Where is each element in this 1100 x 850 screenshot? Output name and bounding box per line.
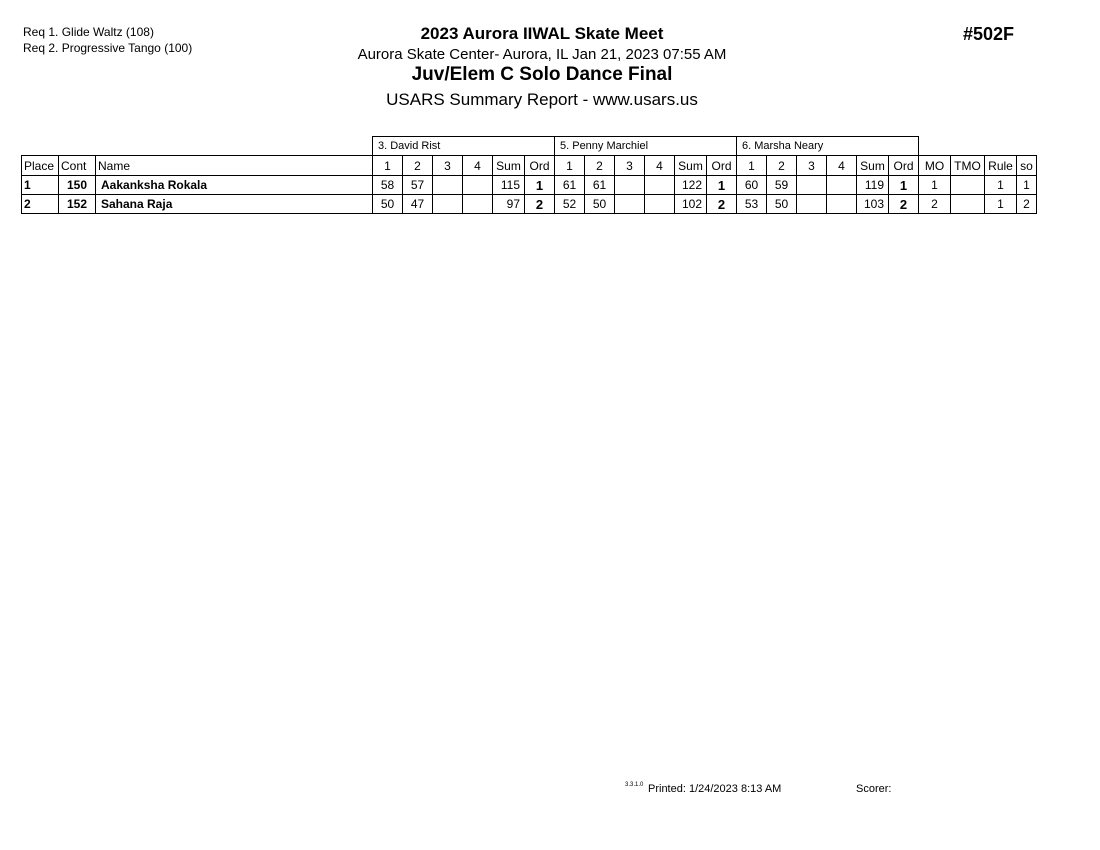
col-j3-4: 4 — [827, 156, 857, 176]
col-j3-3: 3 — [797, 156, 827, 176]
score-cell — [463, 195, 493, 214]
col-rule: Rule — [985, 156, 1017, 176]
col-j2-ord: Ord — [707, 156, 737, 176]
col-j3-2: 2 — [767, 156, 797, 176]
score-cell — [827, 195, 857, 214]
col-j2-sum: Sum — [675, 156, 707, 176]
col-j2-2: 2 — [585, 156, 615, 176]
score-cell: 60 — [737, 176, 767, 195]
skater-name: Sahana Raja — [96, 195, 373, 214]
scorer-label: Scorer: — [856, 783, 892, 795]
table-row — [22, 195, 1037, 214]
score-cell: 47 — [403, 195, 433, 214]
score-cell — [645, 195, 675, 214]
sum-cell: 122 — [675, 176, 707, 195]
score-cell — [463, 176, 493, 195]
score-cell — [797, 195, 827, 214]
place-cell: 2 — [22, 195, 59, 214]
score-cell — [615, 176, 645, 195]
printed-timestamp: Printed: 1/24/2023 8:13 AM — [648, 783, 782, 795]
score-cell: 50 — [767, 195, 797, 214]
col-j2-4: 4 — [645, 156, 675, 176]
so-cell: 2 — [1017, 195, 1037, 214]
col-j1-2: 2 — [403, 156, 433, 176]
score-cell: 61 — [555, 176, 585, 195]
place-cell: 1 — [22, 176, 59, 195]
col-j1-ord: Ord — [525, 156, 555, 176]
results-table — [21, 136, 1037, 214]
col-j3-1: 1 — [737, 156, 767, 176]
score-cell — [645, 176, 675, 195]
ord-cell: 1 — [889, 176, 919, 195]
mo-cell: 2 — [919, 195, 951, 214]
score-cell: 50 — [373, 195, 403, 214]
col-name: Name — [96, 156, 373, 176]
col-j3-ord: Ord — [889, 156, 919, 176]
judge-header-2: 5. Penny Marchiel — [555, 137, 737, 156]
sum-cell: 103 — [857, 195, 889, 214]
score-cell: 61 — [585, 176, 615, 195]
col-tmo: TMO — [951, 156, 985, 176]
rule-cell: 1 — [985, 176, 1017, 195]
tmo-cell — [951, 176, 985, 195]
ord-cell: 2 — [525, 195, 555, 214]
ord-cell: 1 — [525, 176, 555, 195]
score-cell — [433, 176, 463, 195]
col-j2-3: 3 — [615, 156, 645, 176]
col-j1-4: 4 — [463, 156, 493, 176]
col-j1-3: 3 — [433, 156, 463, 176]
meet-title: 2023 Aurora IIWAL Skate Meet — [420, 24, 664, 43]
col-cont: Cont — [59, 156, 96, 176]
ord-cell: 2 — [707, 195, 737, 214]
sum-cell: 97 — [493, 195, 525, 214]
col-j2-1: 1 — [555, 156, 585, 176]
judge-header-1: 3. David Rist — [373, 137, 555, 156]
cont-cell: 150 — [59, 176, 96, 195]
score-cell: 53 — [737, 195, 767, 214]
mo-cell: 1 — [919, 176, 951, 195]
score-cell — [827, 176, 857, 195]
score-cell — [797, 176, 827, 195]
cont-cell: 152 — [59, 195, 96, 214]
skater-name: Aakanksha Rokala — [96, 176, 373, 195]
col-so: so — [1017, 156, 1037, 176]
event-number: #502F — [963, 24, 1015, 44]
score-cell — [615, 195, 645, 214]
col-j3-sum: Sum — [857, 156, 889, 176]
version-text: 3.3.1.0 — [625, 782, 644, 788]
requirement-1: Req 1. Glide Waltz (108) — [23, 25, 154, 39]
col-place: Place — [22, 156, 59, 176]
score-cell: 57 — [403, 176, 433, 195]
col-j1-sum: Sum — [493, 156, 525, 176]
report-title: USARS Summary Report - www.usars.us — [386, 90, 698, 109]
event-title: Juv/Elem C Solo Dance Final — [411, 64, 673, 85]
requirement-2: Req 2. Progressive Tango (100) — [23, 41, 193, 55]
meet-location: Aurora Skate Center- Aurora, IL Jan 21, 2023 07:55 AM — [357, 46, 727, 63]
sum-cell: 119 — [857, 176, 889, 195]
ord-cell: 2 — [889, 195, 919, 214]
table-row — [22, 176, 1037, 195]
tmo-cell — [951, 195, 985, 214]
col-mo: MO — [919, 156, 951, 176]
sum-cell: 115 — [493, 176, 525, 195]
score-cell: 58 — [373, 176, 403, 195]
sum-cell: 102 — [675, 195, 707, 214]
score-cell: 52 — [555, 195, 585, 214]
score-cell: 50 — [585, 195, 615, 214]
rule-cell: 1 — [985, 195, 1017, 214]
ord-cell: 1 — [707, 176, 737, 195]
so-cell: 1 — [1017, 176, 1037, 195]
score-cell: 59 — [767, 176, 797, 195]
score-cell — [433, 195, 463, 214]
judge-header-3: 6. Marsha Neary — [737, 137, 919, 156]
col-j1-1: 1 — [373, 156, 403, 176]
